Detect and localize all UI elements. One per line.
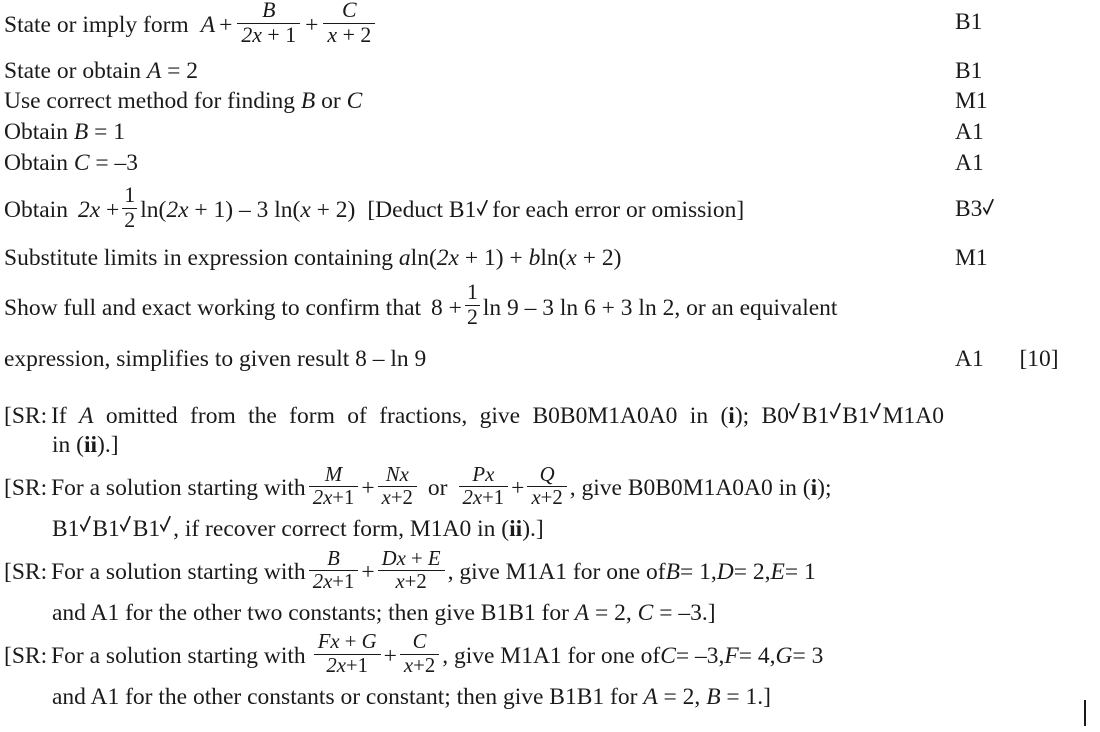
sr2-line2-b: B1 bbox=[92, 516, 120, 543]
sr3-line2-b: = 2, bbox=[589, 600, 638, 627]
tick-icon bbox=[983, 200, 995, 219]
fraction-numerator: C bbox=[412, 631, 427, 654]
fraction-numerator: Dx + E bbox=[381, 547, 441, 570]
fraction-numerator: 1 bbox=[124, 183, 136, 207]
roman-ii: ii bbox=[83, 432, 98, 459]
sr2-line2-e: ).] bbox=[522, 516, 544, 543]
mark-code-M1: M1 bbox=[955, 88, 988, 115]
variable-C: C bbox=[637, 600, 654, 627]
mark-row-description: expression, simplifies to given result 8 – ln 9 bbox=[4, 346, 427, 373]
roman-i: i bbox=[810, 475, 818, 502]
sr2-line2-a: B1 bbox=[52, 516, 80, 543]
sr3-text-c: = 1, bbox=[679, 559, 717, 586]
sr4-text-c: = –3, bbox=[675, 643, 725, 670]
row5-lead-text: Obtain bbox=[4, 149, 74, 176]
roman-ii: ii bbox=[509, 516, 523, 543]
mark-row bbox=[0, 244, 1100, 273]
row4-tail: = 1 bbox=[88, 119, 125, 146]
expr-2x-plus: 2x + bbox=[77, 197, 120, 224]
fraction-denominator: 2x + 1 bbox=[237, 23, 300, 47]
expr-8-plus: 8 + bbox=[431, 294, 462, 321]
mark-row bbox=[0, 280, 1100, 332]
variable-b: b bbox=[528, 245, 541, 272]
mark-row bbox=[0, 2, 1100, 49]
sr4-text-e: = 3 bbox=[792, 643, 824, 670]
fraction-denominator: 2x+1 bbox=[309, 486, 359, 509]
variable-C: C bbox=[346, 88, 363, 115]
variable-C: C bbox=[73, 149, 90, 176]
sr3-text-e: = 1 bbox=[784, 559, 816, 586]
variable-B: B bbox=[665, 559, 680, 586]
mark-row-description bbox=[0, 244, 621, 273]
sr2-text-a: For a solution starting with bbox=[51, 475, 306, 502]
sr4-line2-c: = 1.] bbox=[720, 684, 772, 711]
sr4-line2-a: and A1 for the other constants or constant; then give B1B1 for bbox=[52, 684, 644, 711]
mark-code-A1: A1 bbox=[955, 119, 984, 146]
sr2-line2-d: , if recover correct form, M1A0 in ( bbox=[173, 516, 510, 543]
fraction-Px-over-2x+1 bbox=[459, 465, 509, 510]
fraction-numerator: 1 bbox=[466, 280, 478, 305]
mark-code-A1 bbox=[955, 345, 1059, 374]
tick-icon bbox=[120, 518, 132, 537]
fraction-C-over-x+2 bbox=[400, 632, 439, 677]
right-margin-tick-icon bbox=[1084, 700, 1086, 726]
row4-lead-text: Obtain bbox=[4, 119, 74, 146]
sr3-line2-c: = –3.] bbox=[653, 600, 716, 627]
sr4-line2 bbox=[4, 683, 1100, 712]
sr2-line2-c: B1 bbox=[132, 516, 161, 543]
fraction-Q-over-x+2 bbox=[527, 465, 566, 510]
tick-icon bbox=[477, 201, 489, 220]
fraction-B-over-2x+1 bbox=[237, 0, 300, 46]
fraction-numerator: C bbox=[342, 0, 357, 22]
variable-E: E bbox=[770, 559, 785, 586]
row2-tail: = 2 bbox=[161, 57, 199, 84]
mark-row-description bbox=[0, 57, 198, 86]
sr3-text-a: For a solution starting with bbox=[51, 559, 306, 586]
special-ruling-note bbox=[0, 631, 1100, 713]
sr2-text-b: , give B0B0M1A0A0 in ( bbox=[569, 475, 811, 502]
row8-expression bbox=[431, 280, 675, 332]
mark-row-description bbox=[0, 280, 838, 332]
fraction-one-half bbox=[122, 185, 137, 232]
row2-lead-text: State or obtain bbox=[4, 57, 147, 84]
deduct-rest: for each error or omission] bbox=[492, 197, 745, 224]
sr3-line2-a: and A1 for the other two constants; then give B1B1 for bbox=[52, 600, 575, 627]
total-marks-badge: [10] bbox=[1019, 346, 1059, 373]
mark-row bbox=[0, 87, 1100, 116]
plus-sign: + bbox=[361, 559, 375, 586]
row7-mid2: ln(x + 2) bbox=[540, 245, 622, 272]
fraction-numerator: Fx + G bbox=[317, 631, 377, 654]
mark-code-B3 bbox=[955, 195, 995, 224]
sr1-text-d: B1 bbox=[801, 403, 830, 430]
deduct-text: [Deduct B1 bbox=[367, 197, 477, 224]
mark-row-description bbox=[0, 87, 362, 116]
fraction-Dx+E-over-x+2 bbox=[378, 549, 445, 594]
mark-code-B1: B1 bbox=[955, 57, 983, 84]
row5-tail: = –3 bbox=[89, 149, 139, 176]
special-ruling-note bbox=[0, 402, 1100, 461]
mark-row bbox=[0, 57, 1100, 86]
row1-lead-text: State or imply form bbox=[4, 12, 189, 39]
variable-C: C bbox=[660, 643, 676, 670]
fraction-C-over-x+2 bbox=[323, 0, 375, 46]
row1-expression bbox=[201, 2, 379, 49]
fraction-M-over-2x+1 bbox=[309, 465, 359, 510]
fraction-numerator: B bbox=[327, 547, 340, 570]
sr4-line1 bbox=[4, 631, 1100, 680]
mark-row-description bbox=[0, 118, 125, 147]
row6-expression bbox=[77, 183, 356, 234]
mark-code-M1: M1 bbox=[955, 245, 988, 272]
sr1-text-f: M1A0 bbox=[882, 403, 944, 430]
mark-row bbox=[0, 118, 1100, 147]
sr1-line2 bbox=[4, 431, 1100, 460]
sr1-text-c: ); B0 bbox=[734, 403, 789, 430]
sr-label: [SR: bbox=[4, 643, 48, 670]
fraction-one-half bbox=[465, 282, 480, 329]
mark-code-text: A1 bbox=[955, 346, 984, 373]
expr-log-terms: ln(2x + 1) – 3 ln(x + 2) bbox=[140, 197, 356, 224]
tick-icon bbox=[160, 518, 172, 537]
fraction-numerator: Nx bbox=[385, 463, 409, 486]
sr4-text-b: , give M1A1 for one of bbox=[442, 643, 661, 670]
sr-label: [SR: bbox=[4, 559, 48, 586]
variable-G: G bbox=[775, 643, 793, 670]
mark-row-description bbox=[0, 2, 378, 49]
fraction-denominator: x+2 bbox=[527, 486, 566, 509]
sr2-line2 bbox=[4, 515, 1100, 544]
fraction-numerator: B bbox=[262, 0, 276, 22]
fraction-denominator: 2x+1 bbox=[459, 486, 509, 509]
sr-label: [SR: bbox=[4, 475, 48, 502]
fraction-numerator: Px bbox=[472, 463, 495, 486]
sr1-line2-b: ).] bbox=[97, 432, 119, 459]
fraction-B-over-2x+1 bbox=[309, 549, 359, 594]
plus-sign: + bbox=[361, 475, 375, 502]
mark-code-A1: A1 bbox=[955, 149, 984, 176]
sr4-line2-b: = 2, bbox=[657, 684, 707, 711]
row3-lead-text: Use correct method for finding bbox=[4, 88, 301, 115]
sr1-text-e: B1 bbox=[842, 403, 870, 430]
fraction-denominator: 2 bbox=[124, 207, 136, 232]
variable-D: D bbox=[716, 559, 734, 586]
plus-sign: + bbox=[383, 643, 397, 670]
variable-B: B bbox=[73, 119, 89, 146]
row7-lead-text: Substitute limits in expression containing bbox=[4, 245, 399, 272]
mark-code-text: B3 bbox=[955, 196, 983, 223]
fraction-denominator: x+2 bbox=[378, 486, 417, 509]
mark-row bbox=[0, 345, 1100, 374]
tick-icon bbox=[789, 404, 801, 423]
plus-sign: + bbox=[219, 12, 233, 39]
sr1-line1 bbox=[4, 402, 944, 431]
variable-A: A bbox=[643, 684, 658, 711]
sr3-text-d: = 2, bbox=[733, 559, 771, 586]
mark-row bbox=[0, 149, 1100, 178]
sr1-text-b: omitted from the form of fractions, give B0B0M1A0A0 in ( bbox=[93, 403, 729, 430]
sr1-text-a: If bbox=[51, 403, 80, 430]
sr3-line2 bbox=[4, 599, 1100, 628]
fraction-denominator: 2x+1 bbox=[309, 570, 359, 593]
variable-A: A bbox=[146, 57, 162, 84]
mark-row-description bbox=[0, 149, 138, 178]
fraction-denominator: 2x+1 bbox=[314, 654, 381, 677]
variable-a: a bbox=[398, 245, 411, 272]
row8-tail: , or an equivalent bbox=[674, 294, 838, 321]
variable-A: A bbox=[79, 403, 94, 430]
sr1-line2-a: in ( bbox=[52, 432, 84, 459]
fraction-denominator: x+2 bbox=[378, 570, 445, 593]
plus-sign: + bbox=[511, 475, 525, 502]
sr2-line1 bbox=[4, 463, 1100, 512]
tick-icon bbox=[830, 404, 842, 423]
row6-deduct-note bbox=[367, 196, 744, 225]
fraction-numerator: M bbox=[324, 463, 343, 486]
sr3-text-b: , give M1A1 for one of bbox=[447, 559, 666, 586]
fraction-numerator: Q bbox=[539, 463, 555, 486]
or-conjunction: or bbox=[427, 475, 448, 502]
fraction-denominator: 2 bbox=[466, 305, 478, 330]
special-ruling-note bbox=[0, 463, 1100, 545]
row8-lead-text: Show full and exact working to confirm that bbox=[4, 294, 422, 321]
fraction-denominator: x+2 bbox=[400, 654, 439, 677]
row6-lead-text: Obtain bbox=[4, 197, 68, 224]
tick-icon bbox=[80, 518, 92, 537]
row3-conjunction: or bbox=[315, 88, 347, 115]
fraction-Nx-over-x+2 bbox=[378, 465, 417, 510]
variable-F: F bbox=[724, 643, 739, 670]
variable-B: B bbox=[706, 684, 721, 711]
variable-A: A bbox=[200, 12, 216, 39]
fraction-denominator: x + 2 bbox=[323, 23, 375, 47]
sr-label: [SR: bbox=[4, 403, 48, 430]
mark-scheme-page bbox=[0, 2, 1100, 732]
row7-mid1: ln(2x + 1) + bbox=[410, 245, 529, 272]
mark-row-description bbox=[0, 183, 745, 234]
sr4-text-a: For a solution starting with bbox=[51, 643, 306, 670]
plus-sign: + bbox=[305, 12, 319, 39]
fraction-Fx+G-over-2x+1 bbox=[314, 632, 381, 677]
sr4-text-d: = 4, bbox=[738, 643, 776, 670]
mark-code-B1: B1 bbox=[955, 9, 983, 35]
expr-log-terms: ln 9 – 3 ln 6 + 3 ln 2 bbox=[482, 294, 675, 321]
tick-icon bbox=[870, 404, 882, 423]
mark-row bbox=[0, 183, 1100, 234]
special-ruling-note bbox=[0, 547, 1100, 629]
sr3-line1 bbox=[4, 547, 1100, 596]
variable-B: B bbox=[300, 88, 316, 115]
variable-A: A bbox=[574, 600, 590, 627]
sr2-text-c: ); bbox=[817, 475, 832, 502]
roman-i: i bbox=[728, 403, 735, 430]
